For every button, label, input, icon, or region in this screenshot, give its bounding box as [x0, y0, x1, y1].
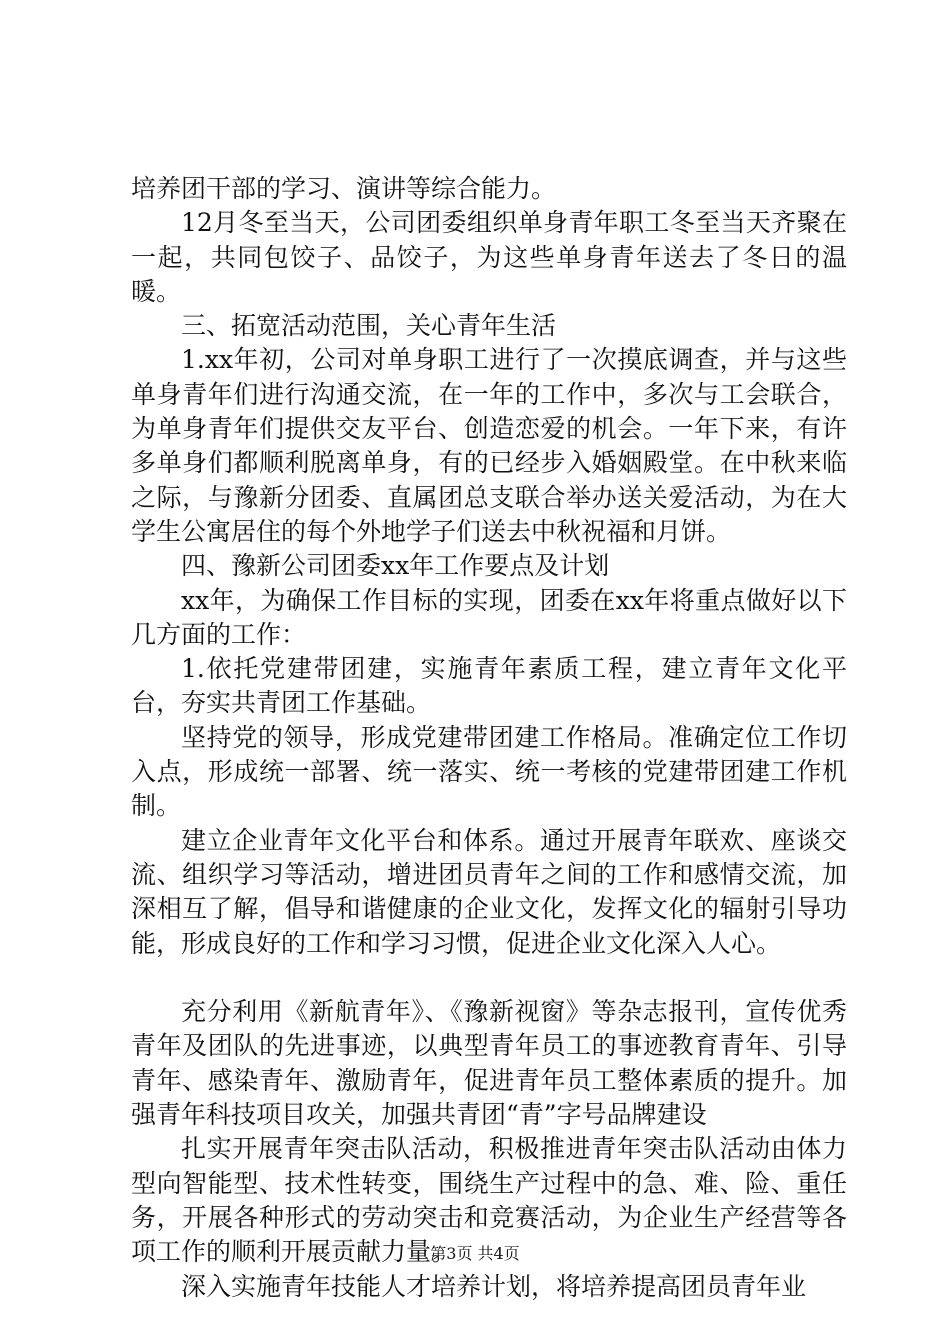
paragraph-culture-platform: 建立企业青年文化平台和体系。通过开展青年联欢、座谈交流、组织学习等活动，增进团员青年之间的工作和感情交流，加深相互了解，倡导和谐健康的企业文化，发挥文化的辐射引导功能，形成良好的工作和学习习惯，促进企业文化深入人心。: [131, 825, 847, 958]
paragraph-work-intro: xx年，为确保工作目标的实现，团委在xx年将重点做好以下几方面的工作：: [131, 585, 847, 649]
paragraph-talent-plan: 深入实施青年技能人才培养计划，将培养提高团员青年业: [181, 1271, 807, 1301]
paragraph-point-1: 1.依托党建带团建，实施青年素质工程，建立青年文化平台，夯实共青团工作基础。: [131, 654, 847, 718]
paragraph-winter-solstice: 12月冬至当天，公司团委组织单身青年职工冬至当天齐聚在一起，共同包饺子、品饺子，为这些单身青年送去了冬日的温暖。: [131, 208, 847, 306]
page-footer: [0, 1244, 950, 1264]
document-body: [131, 172, 847, 1304]
section-heading-3: 三、拓宽活动范围，关心青年生活: [181, 311, 557, 341]
paragraph-single-youth: 1.xx年初，公司对单身职工进行了一次摸底调查，并与这些单身青年们进行沟通交流，在一年的工作中，多次与工会联合，为单身青年们提供交友平台、创造恋爱的机会。一年下来，有许多单身们都顺利脱离单身，有的已经步入婚姻殿堂。在中秋来临之际，与豫新分团委、直属团总支联合举办送关爱活动，为在大学生公寓居住的每个外地学子们送去中秋祝福和月饼。: [131, 345, 847, 546]
page-number-label: 第3页 共4页: [430, 1244, 520, 1263]
paragraph-publications: 充分利用《新航青年》、《豫新视窗》等杂志报刊，宣传优秀青年及团队的先进事迹，以典型青年员工的事迹教育青年、引导青年、感染青年、激励青年，促进青年员工整体素质的提升。加强青年科技项目攻关，加强共青团“青”字号品牌建设: [131, 997, 847, 1130]
section-heading-4: 四、豫新公司团委xx年工作要点及计划: [181, 551, 610, 581]
blank-line: [131, 961, 847, 995]
paragraph-party-leadership: 坚持党的领导，形成党建带团建工作格局。准确定位工作切入点，形成统一部署、统一落实、统一考核的党建带团建工作机制。: [131, 722, 847, 821]
paragraph-youth-commando: 扎实开展青年突击队活动，积极推进青年突击队活动由体力型向智能型、技术性转变，围绕生产过程中的急、难、险、重任务，开展各种形式的劳动突击和竞赛活动，为企业生产经营等各项工作的顺利开展贡献力量。: [131, 1134, 847, 1267]
paragraph-continuation: 培养团干部的学习、演讲等综合能力。: [131, 174, 557, 203]
